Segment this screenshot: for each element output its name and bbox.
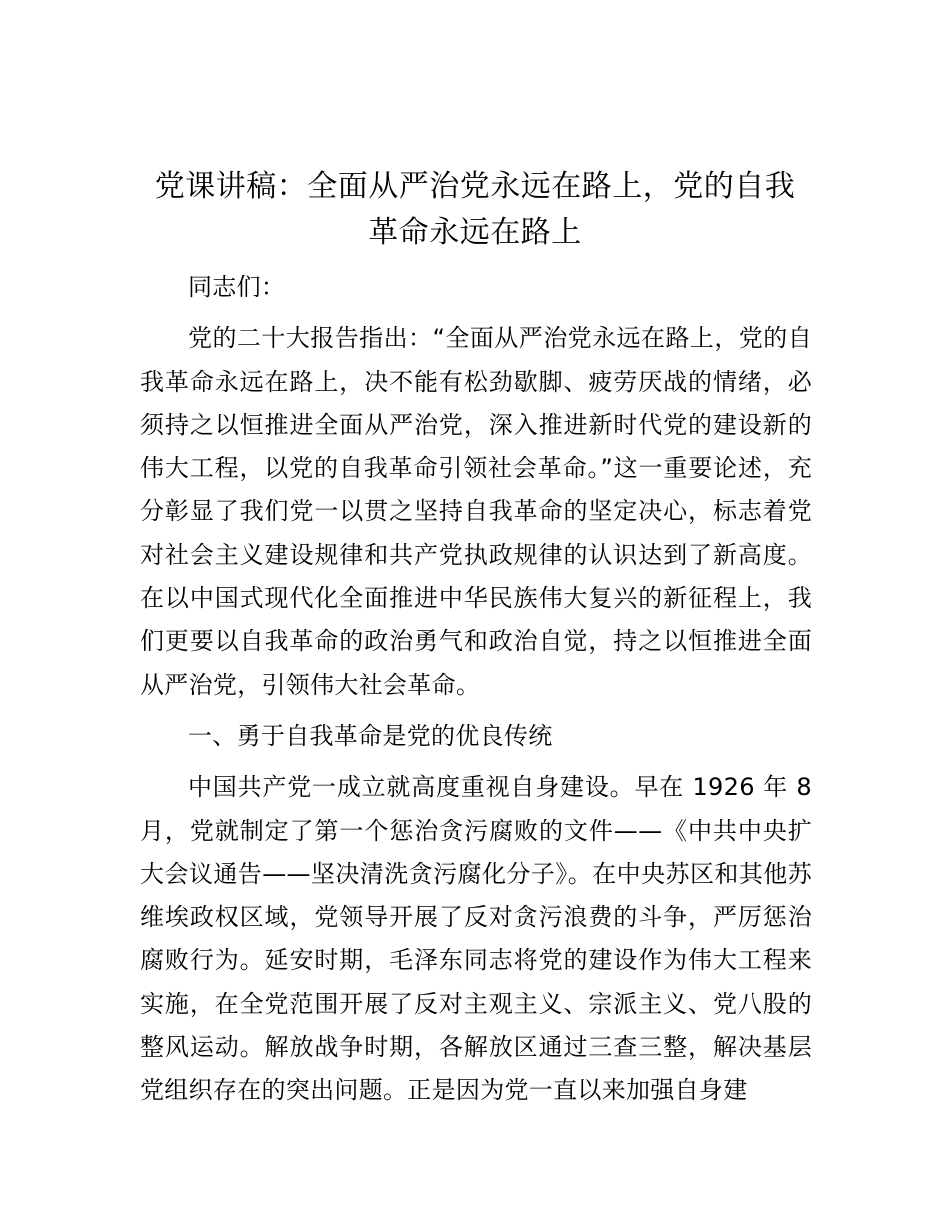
section-heading: 一、勇于自我革命是党的优良传统 <box>188 721 553 750</box>
paragraph-history: 中国共产党一成立就高度重视自身建设。早在 1926 年 8 月，党就制定了第一个惩治贪污腐败的文件——《中共中央扩大会议通告——坚决清洗贪污腐化分子》。在中央苏区和其他苏维埃政权区域，党领导开展了反对贪污浪费的斗争，严厉惩治腐败行为。延安时期，毛泽东同志将党的建设作为伟大工程来实施，在全党范围开展了反对主观主义、宗派主义、党八股的整风运动。解放战争时期，各解放区通过三查三整，解决基层党组织存在的突出问题。正是因为党一直以来加强自身建 <box>140 773 812 1105</box>
paragraph-intro: 党的二十大报告指出：“全面从严治党永远在路上，党的自我革命永远在路上，决不能有松劲歇脚、疲劳厌战的情绪，必须持之以恒推进全面从严治党，深入推进新时代党的建设新的伟大工程，以党的自我革命引领社会革命。”这一重要论述，充分彰显了我们党一以贯之坚持自我革命的坚定决心，标志着党对社会主义建设规律和共产党执政规律的认识达到了新高度。在以中国式现代化全面推进中华民族伟大复兴的新征程上，我们更要以自我革命的政治勇气和政治自觉，持之以恒推进全面从严治党，引领伟大社会革命。 <box>140 324 812 699</box>
salutation: 同志们： <box>188 273 286 301</box>
document-title: 党课讲稿：全面从严治党永远在路上，党的自我革命永远在路上 <box>154 169 796 250</box>
document-body <box>140 266 812 1121</box>
